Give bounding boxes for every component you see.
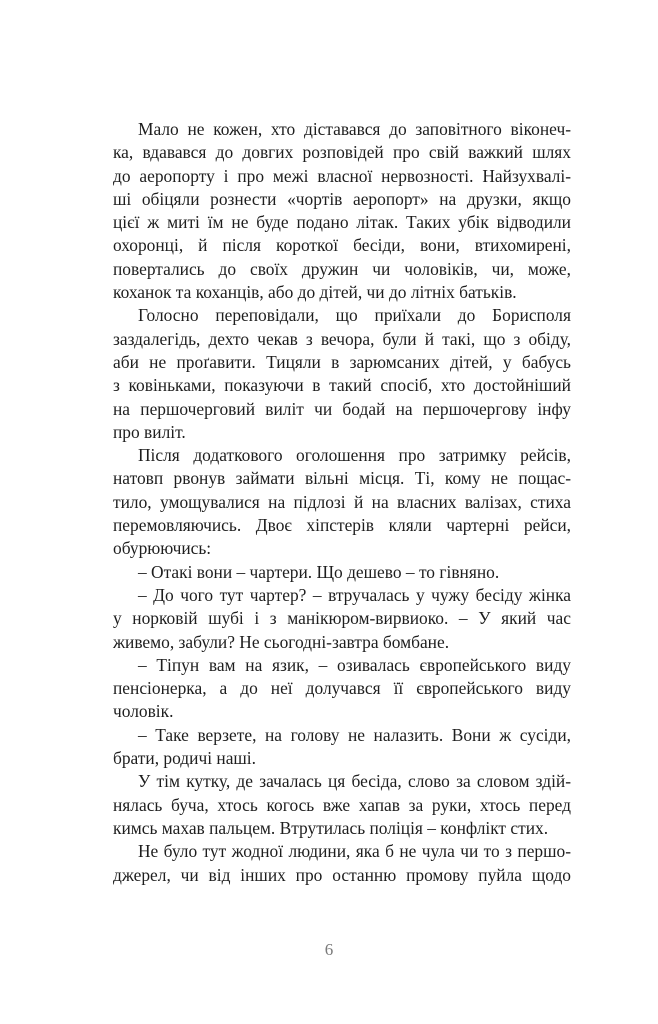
text-line: Не було тут жодної людини, яка б не чула чи то з першо- xyxy=(138,841,571,862)
text-line: про виліт. xyxy=(113,421,186,442)
text-line: охоронці, й після короткої бесіди, вони, втихомирені, xyxy=(113,235,571,256)
text-line: аби не проґавити. Тицяли в зарюмсаних дітей, у бабусь xyxy=(113,351,571,372)
page-number: 6 xyxy=(324,940,334,959)
text-line: натовп рвонув займати вільні місця. Ті, кому не пощас- xyxy=(113,468,571,489)
text-line: заздалегідь, дехто чекав з вечора, були й такі, що з обіду, xyxy=(113,328,571,349)
text-line: Голосно переповідали, що приїхали до Борисполя xyxy=(138,305,571,326)
text-line: чоловік. xyxy=(113,701,174,722)
text-line: ка, вдавався до довгих розповідей про свій важкий шлях xyxy=(113,142,571,163)
text-line: з ковіньками, показуючи в такий спосіб, хто достойніший xyxy=(113,375,571,396)
text-line: Мало не кожен, хто діставався до заповітного віконеч- xyxy=(138,119,571,139)
text-line: – До чого тут чартер? – втручалась у чужу бесіду жінка xyxy=(138,584,571,605)
text-line: у норковій шубі і з манікюром-вирвиоко. – У який час xyxy=(113,608,571,629)
text-line: брати, родичі наші. xyxy=(113,748,256,769)
text-line: повертались до своїх дружин чи чоловіків, чи, може, xyxy=(113,258,571,279)
text-line: обурюючись: xyxy=(113,538,212,559)
text-line: джерел, чи від інших про останню промову пуйла щодо xyxy=(113,864,571,885)
text-line: – Отакі вони – чартери. Що дешево – то гівняно. xyxy=(138,561,500,582)
text-line: до аеропорту і про межі власної нервозності. Найзухвалі- xyxy=(113,165,571,186)
body-text xyxy=(113,118,571,887)
text-line: цієї ж миті їм не буде подано літак. Таких убік відводили xyxy=(113,212,571,233)
text-line: – Таке верзете, на голову не налазить. Вони ж сусіди, xyxy=(138,724,571,745)
text-line: перемовляючись. Двоє хіпстерів кляли чартерні рейси, xyxy=(113,515,571,536)
text-line: нялась буча, хтось когось вже хапав за руки, хтось перед xyxy=(113,794,571,815)
text-line: ші обіцяли рознести «чортів аеропорт» на друзки, якщо xyxy=(113,188,571,209)
text-line: кимсь махав пальцем. Втрутилась поліція – конфлікт стих. xyxy=(113,817,549,838)
text-line: живемо, забули? Не сьогодні-завтра бомбане. xyxy=(113,631,450,652)
text-line: пенсіонерка, а до неї долучався її європейського виду xyxy=(113,678,571,699)
text-line: Після додаткового оголошення про затримку рейсів, xyxy=(138,445,571,466)
text-line: коханок та коханців, або до дітей, чи до літніх батьків. xyxy=(113,282,517,303)
text-line: тило, умощувалися на підлозі й на власних валізах, стиха xyxy=(113,491,571,512)
text-line: У тім кутку, де зачалась ця бесіда, слово за словом здій- xyxy=(138,771,571,792)
text-line: на першочерговий виліт чи бодай на першочергову інфу xyxy=(113,398,571,419)
text-line: – Тіпун вам на язик, – озивалась європейського виду xyxy=(138,654,571,675)
